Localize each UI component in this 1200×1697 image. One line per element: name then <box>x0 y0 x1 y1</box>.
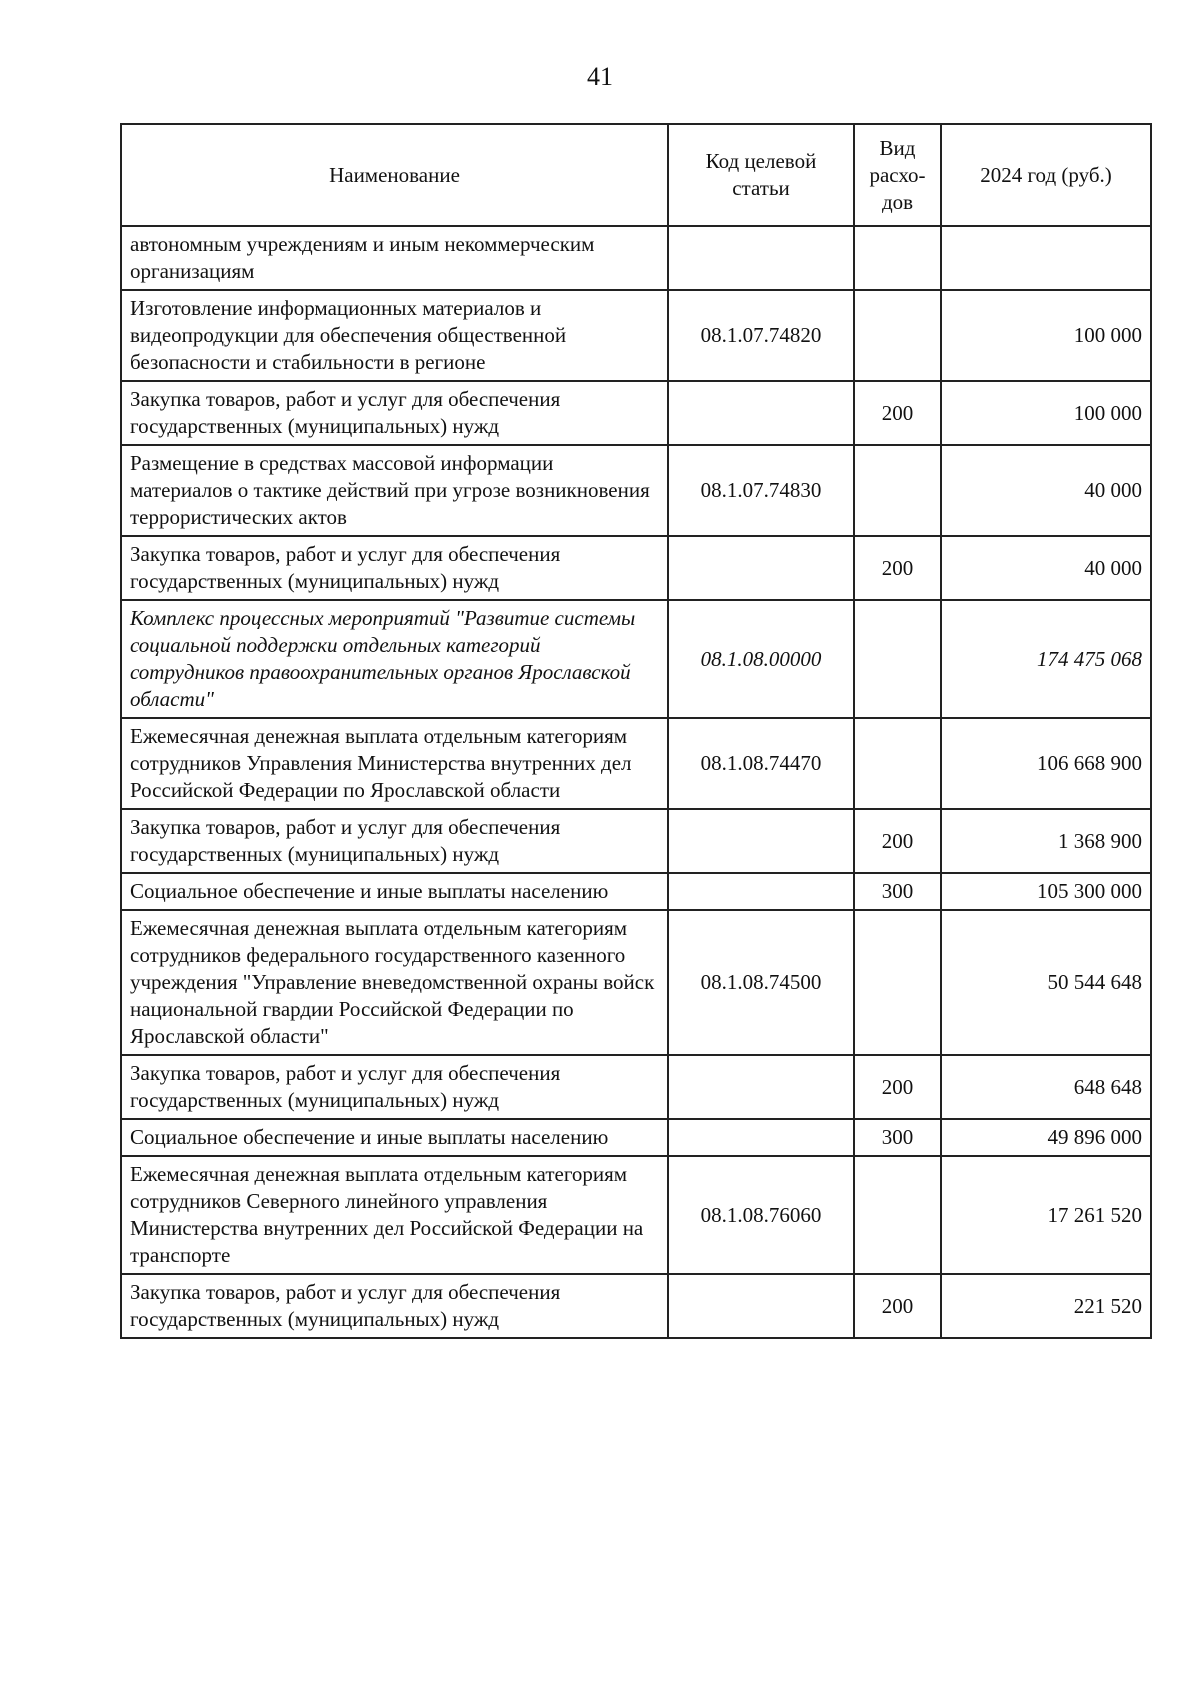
row-amount-cell: 1 368 900 <box>941 809 1151 873</box>
row-name-cell: Закупка товаров, работ и услуг для обеспечения государственных (муниципальных) нужд <box>121 809 668 873</box>
header-code: Код целевой статьи <box>668 124 854 226</box>
row-amount-cell: 221 520 <box>941 1274 1151 1338</box>
row-name-cell: Комплекс процессных мероприятий "Развитие системы социальной поддержки отдельных категорий сотрудников правоохранительных органов Ярославской области" <box>121 600 668 718</box>
row-expense-type-cell: 200 <box>854 1055 941 1119</box>
row-amount-cell: 174 475 068 <box>941 600 1151 718</box>
row-expense-type-cell: 200 <box>854 809 941 873</box>
row-code-cell <box>668 809 854 873</box>
row-expense-type-cell: 200 <box>854 381 941 445</box>
table-row <box>121 1119 1151 1156</box>
row-amount-cell: 40 000 <box>941 536 1151 600</box>
row-amount-cell: 100 000 <box>941 381 1151 445</box>
table-row <box>121 873 1151 910</box>
row-name-cell: Изготовление информационных материалов и видеопродукции для обеспечения общественной безопасности и стабильности в регионе <box>121 290 668 381</box>
row-name-cell: Социальное обеспечение и иные выплаты населению <box>121 1119 668 1156</box>
row-amount-cell: 648 648 <box>941 1055 1151 1119</box>
row-code-cell <box>668 226 854 290</box>
row-code-cell: 08.1.07.74820 <box>668 290 854 381</box>
row-expense-type-cell <box>854 910 941 1055</box>
row-code-cell: 08.1.08.00000 <box>668 600 854 718</box>
row-code-cell <box>668 381 854 445</box>
row-amount-cell: 40 000 <box>941 445 1151 536</box>
row-expense-type-cell <box>854 226 941 290</box>
row-code-cell <box>668 1055 854 1119</box>
row-name-cell: Социальное обеспечение и иные выплаты населению <box>121 873 668 910</box>
row-expense-type-cell <box>854 445 941 536</box>
page-number: 41 <box>587 62 613 91</box>
row-expense-type-cell: 200 <box>854 1274 941 1338</box>
row-code-cell: 08.1.08.74470 <box>668 718 854 809</box>
table-row <box>121 381 1151 445</box>
row-code-cell <box>668 1274 854 1338</box>
row-code-cell: 08.1.08.76060 <box>668 1156 854 1274</box>
header-name: Наименование <box>121 124 668 226</box>
row-amount-cell <box>941 226 1151 290</box>
row-amount-cell: 105 300 000 <box>941 873 1151 910</box>
row-name-cell: Ежемесячная денежная выплата отдельным категориям сотрудников Северного линейного управления Министерства внутренних дел Российской Федерации на транспорте <box>121 1156 668 1274</box>
header-type: Вид расхо-дов <box>854 124 941 226</box>
row-amount-cell: 17 261 520 <box>941 1156 1151 1274</box>
row-amount-cell: 50 544 648 <box>941 910 1151 1055</box>
table-row <box>121 718 1151 809</box>
table-row <box>121 290 1151 381</box>
table-row <box>121 1055 1151 1119</box>
row-amount-cell: 100 000 <box>941 290 1151 381</box>
table-row <box>121 1156 1151 1274</box>
row-expense-type-cell: 300 <box>854 873 941 910</box>
table-row <box>121 600 1151 718</box>
row-name-cell: Закупка товаров, работ и услуг для обеспечения государственных (муниципальных) нужд <box>121 381 668 445</box>
row-expense-type-cell <box>854 600 941 718</box>
table-row <box>121 536 1151 600</box>
row-expense-type-cell: 300 <box>854 1119 941 1156</box>
row-code-cell: 08.1.08.74500 <box>668 910 854 1055</box>
row-name-cell: автономным учреждениям и иным некоммерческим организациям <box>121 226 668 290</box>
header-amount: 2024 год (руб.) <box>941 124 1151 226</box>
row-code-cell <box>668 1119 854 1156</box>
row-code-cell <box>668 873 854 910</box>
row-expense-type-cell <box>854 1156 941 1274</box>
row-expense-type-cell <box>854 718 941 809</box>
row-name-cell: Закупка товаров, работ и услуг для обеспечения государственных (муниципальных) нужд <box>121 1274 668 1338</box>
row-expense-type-cell: 200 <box>854 536 941 600</box>
row-name-cell: Закупка товаров, работ и услуг для обеспечения государственных (муниципальных) нужд <box>121 536 668 600</box>
budget-table <box>120 123 1152 1339</box>
header-row <box>121 124 1151 226</box>
table-header <box>121 124 1151 226</box>
row-name-cell: Размещение в средствах массовой информации материалов о тактике действий при угрозе возникновения террористических актов <box>121 445 668 536</box>
row-name-cell: Ежемесячная денежная выплата отдельным категориям сотрудников Управления Министерства внутренних дел Российской Федерации по Ярославской области <box>121 718 668 809</box>
row-name-cell: Закупка товаров, работ и услуг для обеспечения государственных (муниципальных) нужд <box>121 1055 668 1119</box>
table-row <box>121 226 1151 290</box>
table-row <box>121 809 1151 873</box>
row-expense-type-cell <box>854 290 941 381</box>
table-row <box>121 445 1151 536</box>
table-row <box>121 910 1151 1055</box>
row-name-cell: Ежемесячная денежная выплата отдельным категориям сотрудников федерального государственного казенного учреждения "Управление вневедомственной охраны войск национальной гвардии Российской Федерации по Ярославской области" <box>121 910 668 1055</box>
row-amount-cell: 49 896 000 <box>941 1119 1151 1156</box>
row-code-cell: 08.1.07.74830 <box>668 445 854 536</box>
table-row <box>121 1274 1151 1338</box>
table-body <box>121 226 1151 1338</box>
row-code-cell <box>668 536 854 600</box>
row-amount-cell: 106 668 900 <box>941 718 1151 809</box>
